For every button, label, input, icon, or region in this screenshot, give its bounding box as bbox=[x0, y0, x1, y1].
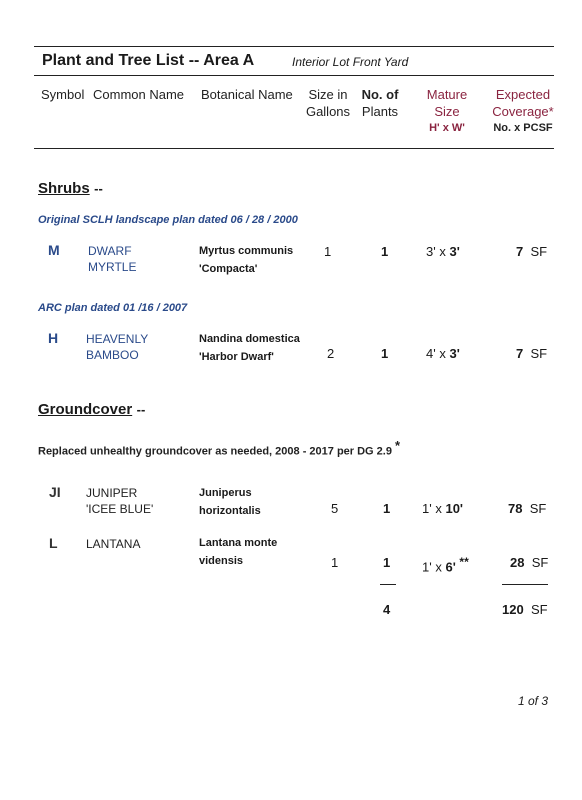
coverage-total-rule bbox=[502, 584, 548, 585]
note-asterisk: * bbox=[395, 438, 401, 453]
total-coverage-value: 120 bbox=[502, 602, 524, 617]
coverage-value: 7 bbox=[516, 346, 524, 361]
mature-w: 6' bbox=[445, 559, 456, 575]
row-symbol: M bbox=[48, 242, 60, 258]
groundcover-heading-dash: -- bbox=[136, 402, 146, 417]
row-botanical-name bbox=[199, 534, 277, 570]
col-mature-size bbox=[416, 86, 478, 137]
row-symbol: L bbox=[49, 535, 58, 551]
groundcover-note-text: Replaced unhealthy groundcover as needed, 2008 - 2017 per DG 2.9 bbox=[38, 445, 392, 458]
common-name-line1: DWARF bbox=[88, 244, 132, 258]
row-mature-size bbox=[422, 555, 469, 574]
col-coverage-line3 bbox=[486, 120, 560, 137]
common-name-line2: 'ICEE BLUE' bbox=[86, 502, 154, 516]
coverage-value: 28 bbox=[510, 555, 525, 570]
row-mature-size bbox=[426, 244, 460, 259]
row-mature-size bbox=[426, 346, 460, 361]
row-symbol: JI bbox=[49, 484, 61, 500]
botanical-line2: 'Compacta' bbox=[199, 263, 258, 275]
title-rule bbox=[34, 75, 554, 76]
page-title: Plant and Tree List -- Area A bbox=[42, 52, 255, 69]
col-common-name: Common Name bbox=[93, 87, 185, 102]
plan-note-arc: ARC plan dated 01 /16 / 2007 bbox=[38, 302, 188, 314]
col-size-line2: Gallons bbox=[305, 104, 351, 119]
common-name-line2: MYRTLE bbox=[88, 260, 137, 274]
mature-x: x bbox=[439, 346, 446, 361]
common-name-line1: HEAVENLY bbox=[86, 332, 149, 346]
mature-w: 3' bbox=[449, 346, 460, 361]
shrubs-heading-dash: -- bbox=[94, 181, 103, 196]
col-plants-line1-text: No. of bbox=[361, 87, 399, 102]
common-name-line1: LANTANA bbox=[86, 537, 141, 551]
mature-x: x bbox=[435, 559, 442, 575]
col-symbol: Symbol bbox=[41, 87, 85, 102]
col-coverage-line2-text: Coverage bbox=[492, 104, 549, 119]
common-name-line1: JUNIPER bbox=[86, 486, 138, 500]
mature-footnote-stars: ** bbox=[459, 555, 469, 569]
row-symbol: H bbox=[48, 330, 59, 346]
row-plants: 1 bbox=[381, 244, 389, 259]
page-number: 1 of 3 bbox=[518, 694, 549, 708]
row-botanical-name bbox=[199, 242, 293, 278]
coverage-asterisk: * bbox=[548, 104, 554, 119]
mature-h: 4' bbox=[426, 346, 436, 361]
row-plants: 1 bbox=[383, 501, 391, 516]
mature-h: 1' bbox=[422, 559, 432, 575]
col-plants-line1 bbox=[356, 86, 404, 103]
groundcover-heading bbox=[38, 401, 145, 419]
botanical-line1: Nandina domestica bbox=[199, 333, 300, 345]
page-subtitle: Interior Lot Front Yard bbox=[292, 55, 409, 69]
coverage-unit: SF bbox=[530, 244, 548, 259]
col-size-line1: Size in bbox=[308, 87, 348, 102]
total-plants: 4 bbox=[383, 602, 391, 617]
mature-w: 3' bbox=[449, 244, 460, 259]
row-common-name bbox=[88, 243, 136, 275]
row-size: 1 bbox=[331, 555, 339, 570]
row-coverage bbox=[508, 501, 546, 516]
mature-w: 10' bbox=[445, 501, 464, 516]
row-size: 1 bbox=[324, 244, 332, 259]
mature-x: x bbox=[435, 501, 442, 516]
row-plants: 1 bbox=[381, 346, 389, 361]
col-mature-line1: Mature bbox=[426, 87, 468, 102]
plants-total-rule bbox=[380, 584, 396, 585]
mature-h: 3' bbox=[426, 244, 436, 259]
row-coverage bbox=[516, 244, 547, 259]
botanical-line1: Juniperus bbox=[199, 487, 252, 499]
row-size: 5 bbox=[331, 501, 339, 516]
row-common-name bbox=[86, 536, 140, 552]
plan-note-original: Original SCLH landscape plan dated 06 / 28 / 2000 bbox=[38, 214, 298, 226]
total-coverage bbox=[502, 602, 548, 617]
botanical-line2: horizontalis bbox=[199, 505, 261, 517]
header-rule bbox=[34, 148, 554, 149]
groundcover-note bbox=[38, 438, 400, 458]
common-name-line2: BAMBOO bbox=[86, 348, 139, 362]
row-coverage bbox=[510, 555, 548, 570]
row-botanical-name bbox=[199, 484, 261, 520]
coverage-value: 78 bbox=[508, 501, 523, 516]
mature-x: x bbox=[439, 244, 446, 259]
row-coverage bbox=[516, 346, 547, 361]
col-coverage-line2 bbox=[486, 103, 560, 120]
col-botanical-name: Botanical Name bbox=[201, 87, 293, 102]
row-size: 2 bbox=[327, 346, 335, 361]
row-common-name bbox=[86, 485, 153, 517]
botanical-line2: 'Harbor Dwarf' bbox=[199, 351, 274, 363]
row-botanical-name bbox=[199, 330, 300, 366]
shrubs-heading bbox=[38, 180, 103, 198]
mature-h: 1' bbox=[422, 501, 432, 516]
col-plants-line2: Plants bbox=[361, 104, 399, 119]
col-mature-line2: Size bbox=[434, 104, 460, 119]
coverage-unit: SF bbox=[531, 555, 549, 570]
groundcover-heading-text: Groundcover bbox=[38, 401, 133, 418]
col-mature-line3: H' x W' bbox=[429, 122, 465, 134]
coverage-unit: SF bbox=[530, 346, 548, 361]
col-plants bbox=[356, 86, 404, 120]
row-mature-size bbox=[422, 501, 463, 516]
botanical-line1: Myrtus communis bbox=[199, 245, 294, 257]
botanical-line2: vidensis bbox=[199, 555, 244, 567]
botanical-line1: Lantana monte bbox=[199, 537, 278, 549]
row-plants: 1 bbox=[383, 555, 391, 570]
col-size bbox=[300, 86, 356, 120]
shrubs-heading-text: Shrubs bbox=[38, 180, 90, 197]
col-coverage-line3-text: No. x PCSF bbox=[493, 122, 553, 134]
col-coverage-line1: Expected bbox=[495, 87, 551, 102]
coverage-unit: SF bbox=[529, 501, 547, 516]
total-coverage-unit: SF bbox=[530, 602, 548, 617]
coverage-value: 7 bbox=[516, 244, 524, 259]
col-coverage bbox=[486, 86, 560, 137]
top-rule bbox=[34, 46, 554, 47]
row-common-name bbox=[86, 331, 148, 363]
